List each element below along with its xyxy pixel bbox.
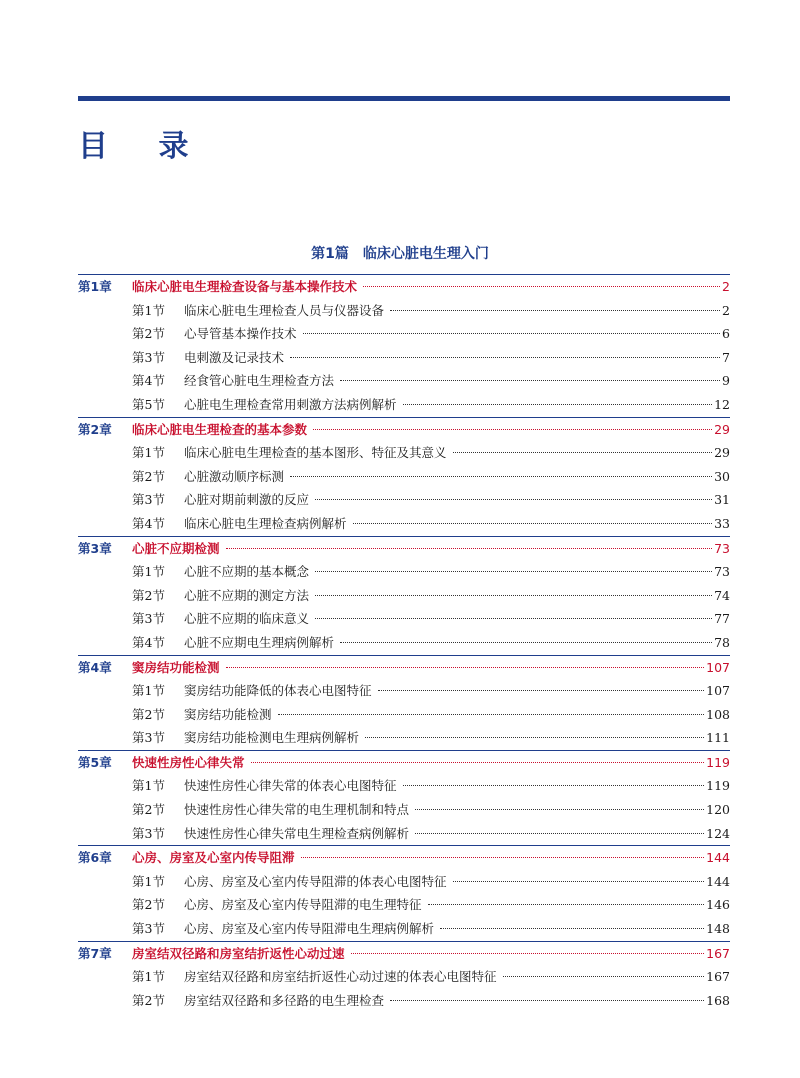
section-page-number: 12 xyxy=(714,396,730,412)
section-title: 窦房结功能检测 xyxy=(184,706,272,722)
section-title: 心脏激动顺序标测 xyxy=(184,468,285,484)
section-page-number: 107 xyxy=(706,683,730,699)
section-number: 第3节 xyxy=(132,825,165,841)
dot-leader xyxy=(340,380,720,381)
section-entry[interactable] xyxy=(78,441,730,465)
chapter-entry[interactable] xyxy=(78,275,730,299)
section-entry[interactable] xyxy=(78,989,730,1013)
chapter-block xyxy=(78,536,730,655)
section-entry[interactable] xyxy=(78,584,730,608)
section-number: 第2节 xyxy=(132,326,165,342)
section-page-number: 7 xyxy=(722,349,730,365)
section-entry[interactable] xyxy=(78,607,730,631)
section-number: 第3节 xyxy=(132,492,165,508)
section-title: 临床心脏电生理检查病例解析 xyxy=(184,515,347,531)
part-title: 第1篇 临床心脏电生理入门 xyxy=(311,246,489,262)
section-entry[interactable] xyxy=(78,488,730,512)
chapter-number: 第5章 xyxy=(78,754,112,770)
dot-leader xyxy=(363,286,720,287)
section-entry[interactable] xyxy=(78,703,730,727)
section-number: 第2节 xyxy=(132,587,165,603)
section-entry[interactable] xyxy=(78,798,730,822)
section-entry[interactable] xyxy=(78,299,730,323)
section-entry[interactable] xyxy=(78,369,730,393)
section-title: 心房、房室及心室内传导阻滞的电生理特征 xyxy=(184,897,422,913)
section-page-number: 77 xyxy=(714,611,730,627)
section-number: 第1节 xyxy=(132,445,165,461)
section-entry[interactable] xyxy=(78,726,730,750)
section-page-number: 31 xyxy=(714,492,730,508)
section-page-number: 74 xyxy=(714,587,730,603)
chapter-number: 第1章 xyxy=(78,279,112,294)
section-number: 第1节 xyxy=(132,683,165,699)
dot-leader xyxy=(390,310,720,311)
section-entry[interactable] xyxy=(78,870,730,894)
dot-leader xyxy=(453,881,705,882)
chapter-title: 临床心脏电生理检查的基本参数 xyxy=(132,421,308,437)
chapter-page-number: 73 xyxy=(714,540,730,556)
chapter-block xyxy=(78,274,730,417)
section-title: 快速性房性心律失常的电生理机制和特点 xyxy=(184,802,410,818)
page-title: 目 录 xyxy=(78,129,209,164)
section-title: 心脏不应期的临床意义 xyxy=(184,611,310,627)
chapter-page-number: 29 xyxy=(714,421,730,437)
chapter-title: 快速性房性心律失常 xyxy=(132,754,245,770)
dot-leader xyxy=(290,357,720,358)
dot-leader xyxy=(353,523,713,524)
section-entry[interactable] xyxy=(78,560,730,584)
section-page-number: 108 xyxy=(706,706,730,722)
section-title: 心导管基本操作技术 xyxy=(184,326,297,342)
section-title: 房室结双径路和多径路的电生理检查 xyxy=(184,992,385,1008)
chapter-entry[interactable] xyxy=(78,846,730,870)
chapter-entry[interactable] xyxy=(78,537,730,561)
dot-leader xyxy=(403,785,705,786)
chapter-entry[interactable] xyxy=(78,656,730,680)
section-number: 第2节 xyxy=(132,802,165,818)
section-number: 第4节 xyxy=(132,634,165,650)
dot-leader xyxy=(340,642,712,643)
section-page-number: 167 xyxy=(706,969,730,985)
section-page-number: 33 xyxy=(714,515,730,531)
section-entry[interactable] xyxy=(78,322,730,346)
chapter-page-number: 2 xyxy=(722,279,730,294)
dot-leader xyxy=(278,714,705,715)
section-page-number: 124 xyxy=(706,825,730,841)
chapter-title: 窦房结功能检测 xyxy=(132,659,220,675)
chapter-title: 心脏不应期检测 xyxy=(132,540,220,556)
dot-leader xyxy=(428,904,705,905)
chapter-number: 第4章 xyxy=(78,659,112,675)
section-title: 房室结双径路和房室结折返性心动过速的体表心电图特征 xyxy=(184,969,497,985)
chapter-title: 心房、房室及心室内传导阻滞 xyxy=(132,850,295,866)
section-entry[interactable] xyxy=(78,893,730,917)
section-page-number: 73 xyxy=(714,564,730,580)
section-title: 心房、房室及心室内传导阻滞电生理病例解析 xyxy=(184,921,435,937)
dot-leader xyxy=(453,452,713,453)
dot-leader xyxy=(378,690,705,691)
dot-leader xyxy=(251,762,705,763)
chapter-block xyxy=(78,750,730,845)
section-entry[interactable] xyxy=(78,917,730,941)
section-number: 第1节 xyxy=(132,778,165,794)
section-number: 第3节 xyxy=(132,730,165,746)
section-entry[interactable] xyxy=(78,512,730,536)
dot-leader xyxy=(315,571,712,572)
section-title: 临床心脏电生理检查的基本图形、特征及其意义 xyxy=(184,445,447,461)
section-page-number: 119 xyxy=(706,778,730,794)
chapter-title: 房室结双径路和房室结折返性心动过速 xyxy=(132,945,345,961)
chapter-block xyxy=(78,845,730,940)
section-title: 窦房结功能检测电生理病例解析 xyxy=(184,730,360,746)
section-title: 经食管心脏电生理检查方法 xyxy=(184,373,335,389)
section-number: 第2节 xyxy=(132,706,165,722)
section-entry[interactable] xyxy=(78,822,730,846)
dot-leader xyxy=(290,476,712,477)
section-title: 快速性房性心律失常电生理检查病例解析 xyxy=(184,825,410,841)
section-entry[interactable] xyxy=(78,774,730,798)
section-number: 第2节 xyxy=(132,992,165,1008)
chapter-entry[interactable] xyxy=(78,418,730,442)
dot-leader xyxy=(315,595,712,596)
table-of-contents xyxy=(78,274,730,1012)
section-title: 心脏电生理检查常用刺激方法病例解析 xyxy=(184,396,397,412)
dot-leader xyxy=(315,499,712,500)
section-number: 第3节 xyxy=(132,611,165,627)
chapter-page-number: 167 xyxy=(706,945,730,961)
section-number: 第3节 xyxy=(132,349,165,365)
dot-leader xyxy=(315,618,712,619)
section-title: 心脏不应期电生理病例解析 xyxy=(184,634,335,650)
section-number: 第4节 xyxy=(132,515,165,531)
dot-leader xyxy=(390,1000,704,1001)
section-page-number: 146 xyxy=(706,897,730,913)
section-page-number: 144 xyxy=(706,873,730,889)
chapter-entry[interactable] xyxy=(78,942,730,966)
dot-leader xyxy=(303,333,721,334)
section-title: 心脏不应期的基本概念 xyxy=(184,564,310,580)
section-entry[interactable] xyxy=(78,679,730,703)
dot-leader xyxy=(415,809,704,810)
chapter-block xyxy=(78,941,730,1013)
section-number: 第1节 xyxy=(132,969,165,985)
section-number: 第2节 xyxy=(132,468,165,484)
chapter-block xyxy=(78,417,730,536)
dot-leader xyxy=(301,857,705,858)
dot-leader xyxy=(503,976,705,977)
section-page-number: 111 xyxy=(706,730,730,746)
section-page-number: 9 xyxy=(722,373,730,389)
dot-leader xyxy=(365,737,704,738)
section-number: 第2节 xyxy=(132,897,165,913)
section-page-number: 6 xyxy=(722,326,730,342)
section-number: 第3节 xyxy=(132,921,165,937)
section-title: 窦房结功能降低的体表心电图特征 xyxy=(184,683,372,699)
dot-leader xyxy=(226,667,705,668)
chapter-page-number: 144 xyxy=(706,850,730,866)
section-title: 电刺激及记录技术 xyxy=(184,349,285,365)
chapter-block xyxy=(78,655,730,750)
section-entry[interactable] xyxy=(78,965,730,989)
dot-leader xyxy=(440,928,704,929)
chapter-page-number: 119 xyxy=(706,754,730,770)
section-entry[interactable] xyxy=(78,631,730,655)
chapter-number: 第2章 xyxy=(78,421,112,437)
section-page-number: 30 xyxy=(714,468,730,484)
section-number: 第1节 xyxy=(132,873,165,889)
dot-leader xyxy=(313,429,712,430)
section-title: 心脏不应期的测定方法 xyxy=(184,587,310,603)
chapter-number: 第3章 xyxy=(78,540,112,556)
section-title: 心脏对期前刺激的反应 xyxy=(184,492,310,508)
section-number: 第1节 xyxy=(132,302,165,318)
section-entry[interactable] xyxy=(78,465,730,489)
chapter-number: 第7章 xyxy=(78,945,112,961)
header-rule xyxy=(78,96,730,101)
section-page-number: 168 xyxy=(706,992,730,1008)
chapter-entry[interactable] xyxy=(78,751,730,775)
section-page-number: 78 xyxy=(714,634,730,650)
section-page-number: 29 xyxy=(714,445,730,461)
section-entry[interactable] xyxy=(78,393,730,417)
dot-leader xyxy=(403,404,713,405)
section-number: 第1节 xyxy=(132,564,165,580)
section-page-number: 120 xyxy=(706,802,730,818)
section-number: 第5节 xyxy=(132,396,165,412)
section-entry[interactable] xyxy=(78,346,730,370)
section-page-number: 2 xyxy=(722,302,730,318)
dot-leader xyxy=(226,548,713,549)
section-page-number: 148 xyxy=(706,921,730,937)
chapter-number: 第6章 xyxy=(78,850,112,866)
chapter-title: 临床心脏电生理检查设备与基本操作技术 xyxy=(132,279,358,294)
section-title: 快速性房性心律失常的体表心电图特征 xyxy=(184,778,397,794)
dot-leader xyxy=(415,833,704,834)
dot-leader xyxy=(351,953,705,954)
section-number: 第4节 xyxy=(132,373,165,389)
section-title: 心房、房室及心室内传导阻滞的体表心电图特征 xyxy=(184,873,447,889)
section-title: 临床心脏电生理检查人员与仪器设备 xyxy=(184,302,385,318)
chapter-page-number: 107 xyxy=(706,659,730,675)
